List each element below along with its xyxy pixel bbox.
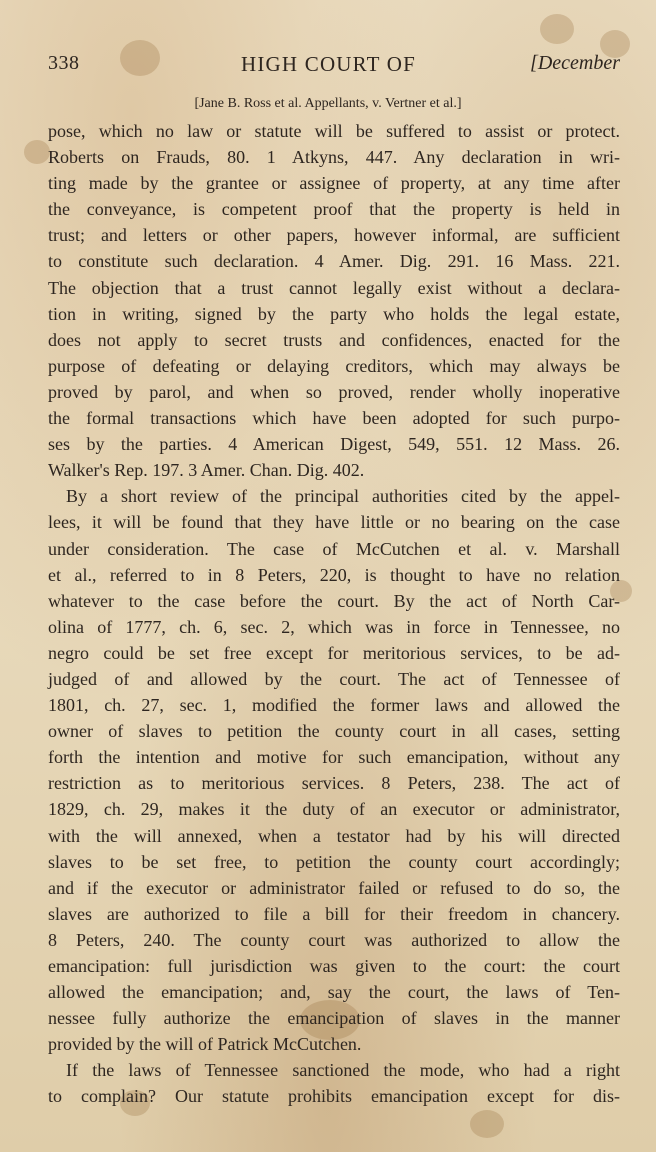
- page-number: 338: [48, 52, 80, 74]
- text-line: judged of and allowed by the court. The act of Tennessee of: [48, 668, 620, 689]
- text-line: slaves are authorized to file a bill for their freedom in chancery.: [48, 903, 620, 924]
- text-line: owner of slaves to petition the county court in all cases, setting: [48, 721, 620, 742]
- case-caption: [Jane B. Ross et al. Appellants, v. Vertner et al.]: [194, 96, 462, 111]
- text-line: negro could be set free except for meritorious services, to be ad-: [48, 642, 620, 663]
- foxing-stain: [540, 14, 574, 44]
- text-line: purpose of defeating or delaying creditors, which may always be: [48, 355, 620, 376]
- text-line: 8 Peters, 240. The county court was authorized to allow the: [48, 929, 620, 950]
- text-line: tion in writing, signed by the party who holds the legal estate,: [48, 303, 620, 324]
- text-line: under consideration. The case of McCutchen et al. v. Marshall: [48, 538, 620, 559]
- text-line: and if the executor or administrator failed or refused to do so, the: [48, 877, 620, 898]
- text-line: olina of 1777, ch. 6, sec. 2, which was in force in Tennessee, no: [48, 616, 620, 637]
- text-line: provided by the will of Patrick McCutchen.: [48, 1034, 362, 1055]
- foxing-stain: [470, 1110, 504, 1138]
- text-line: If the laws of Tennessee sanctioned the mode, who had a right: [66, 1060, 620, 1081]
- text-line: Walker's Rep. 197. 3 Amer. Chan. Dig. 402.: [48, 460, 365, 481]
- text-line: et al., referred to in 8 Peters, 220, is thought to have no relation: [48, 564, 620, 585]
- text-line: with the will annexed, when a testator had by his will directed: [48, 825, 620, 846]
- text-line: restriction as to meritorious services. 8 Peters, 238. The act of: [48, 773, 620, 794]
- text-line: By a short review of the principal authorities cited by the appel-: [66, 486, 620, 507]
- text-line: slaves to be set free, to petition the county court accordingly;: [48, 851, 620, 872]
- running-head: HIGH COURT OF: [241, 52, 416, 76]
- text-line: 1801, ch. 27, sec. 1, modified the former laws and allowed the: [48, 695, 620, 716]
- text-line: ses by the parties. 4 American Digest, 549, 551. 12 Mass. 26.: [48, 434, 620, 455]
- text-line: to complain? Our statute prohibits emancipation except for dis-: [48, 1086, 620, 1107]
- text-line: ting made by the grantee or assignee of property, at any time after: [48, 173, 620, 194]
- text-line: does not apply to secret trusts and confidences, enacted for the: [48, 329, 620, 350]
- text-line: allowed the emancipation; and, say the court, the laws of Ten-: [48, 982, 620, 1003]
- text-line: The objection that a trust cannot legally exist without a declara-: [48, 277, 620, 298]
- text-line: the conveyance, is competent proof that the property is held in: [48, 199, 620, 220]
- text-line: proved by parol, and when so proved, render wholly inoperative: [48, 381, 620, 402]
- text-line: whatever to the case before the court. By the act of North Car-: [48, 590, 620, 611]
- page-header: [46, 52, 620, 84]
- running-date: [December: [530, 52, 620, 74]
- text-line: lees, it will be found that they have little or no bearing on the case: [48, 512, 620, 533]
- text-line: forth the intention and motive for such emancipation, without any: [48, 747, 620, 768]
- text-line: trust; and letters or other papers, however informal, are sufficient: [48, 225, 620, 246]
- text-line: pose, which no law or statute will be suffered to assist or protect.: [48, 121, 620, 141]
- body-text: [48, 118, 620, 1110]
- foxing-stain: [24, 140, 50, 164]
- text-line: emancipation: full jurisdiction was given to the court: the court: [48, 956, 620, 976]
- text-line: nessee fully authorize the emancipation of slaves in the manner: [48, 1008, 620, 1029]
- text-line: the formal transactions which have been adopted for such purpo-: [48, 408, 620, 429]
- text-line: to constitute such declaration. 4 Amer. Dig. 291. 16 Mass. 221.: [48, 251, 620, 272]
- text-line: 1829, ch. 29, makes it the duty of an executor or administrator,: [48, 799, 620, 820]
- text-line: Roberts on Frauds, 80. 1 Atkyns, 447. Any declaration in wri-: [48, 147, 620, 168]
